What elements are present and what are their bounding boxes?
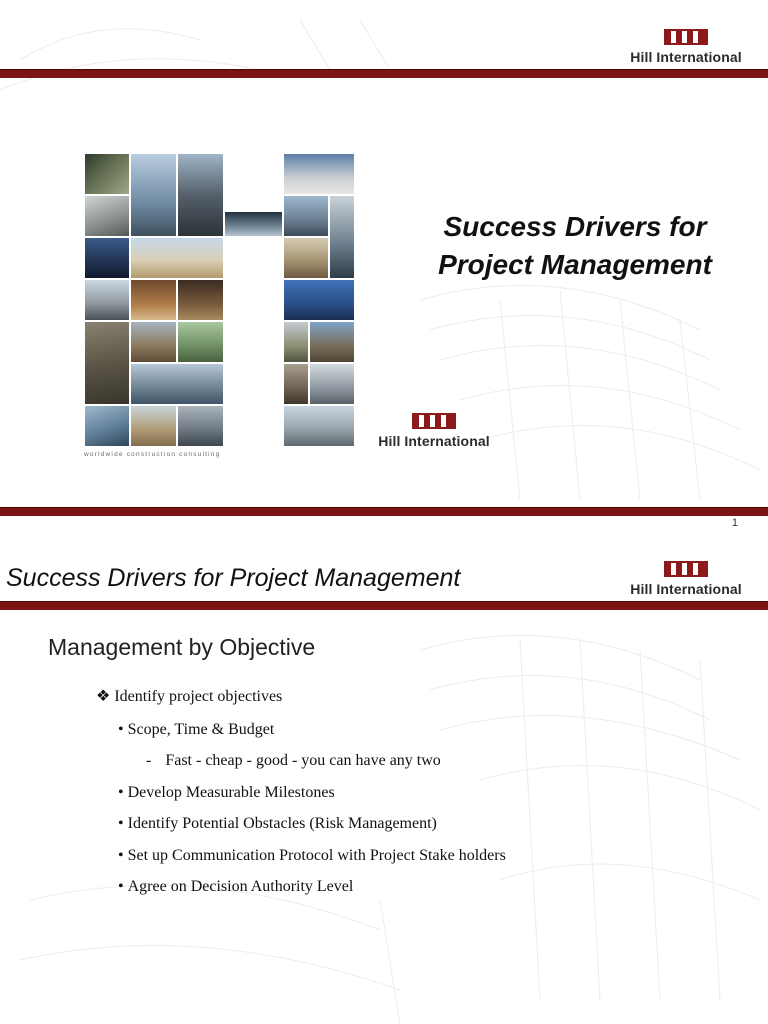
collage-photo-office-building — [85, 280, 129, 320]
footer-rule — [0, 507, 768, 516]
hill-logo-center — [364, 413, 504, 453]
hill-logo-wordmark: Hill International — [630, 49, 742, 65]
bullet-item-level-3 — [146, 752, 441, 770]
bullet-text: Set up Communication Protocol with Project Stake holders — [127, 847, 506, 864]
bullet-item-level-2 — [118, 878, 353, 896]
bullet-text: Develop Measurable Milestones — [127, 784, 335, 801]
collage-caption: worldwide construction consulting — [84, 451, 221, 458]
bullet-text: Identify Potential Obstacles (Risk Management) — [127, 815, 437, 832]
collage-photo-pipes — [85, 196, 129, 236]
collage-photo-oil-rig — [85, 238, 129, 278]
collage-photo-crossbar-tunnel — [225, 212, 282, 236]
collage-photo-statue — [284, 322, 308, 362]
collage-photo-facade — [284, 238, 328, 278]
hill-logo-wordmark: Hill International — [630, 581, 742, 597]
collage-photo-interior — [131, 280, 176, 320]
collage-photo-mosque — [131, 238, 223, 278]
collage-photo-arena — [310, 364, 354, 404]
section-heading: Management by Objective — [48, 634, 316, 660]
collage-photo-crane — [330, 196, 354, 278]
header-rule — [0, 69, 768, 78]
bullet-item-level-2 — [118, 721, 274, 739]
collage-photo-city-block — [284, 196, 328, 236]
collage-photo-palm-island — [85, 154, 129, 194]
hill-logo-top-slide-2 — [616, 561, 756, 601]
bullet-text: Fast - cheap - good - you can have any two — [165, 752, 441, 769]
slide-1-title — [400, 208, 750, 284]
collage-photo-construction-site — [131, 322, 176, 362]
dot-bullet-icon: • — [118, 784, 124, 801]
slide-2-title: Success Drivers for Project Management — [6, 564, 461, 592]
bullet-item-level-2 — [118, 815, 437, 833]
collage-photo-hillside — [310, 322, 354, 362]
bullet-text: Identify project objectives — [114, 688, 283, 705]
hill-logo-mark — [412, 413, 456, 429]
header-rule-slide-2 — [0, 601, 768, 610]
hill-logo-wordmark: Hill International — [378, 433, 490, 449]
collage-photo-tunnel — [178, 280, 223, 320]
collage-photo-twin-towers — [284, 280, 354, 320]
bullet-item-level-2 — [118, 847, 506, 865]
hill-logo-mark — [664, 561, 708, 577]
collage-photo-plant — [178, 406, 223, 446]
diamond-bullet-icon: ❖ — [96, 688, 111, 705]
dot-bullet-icon: • — [118, 847, 124, 864]
collage-photo-houses — [131, 406, 176, 446]
collage-photo-curved-building — [284, 364, 308, 404]
bullet-item-level-1 — [96, 686, 282, 706]
dot-bullet-icon: • — [118, 815, 124, 832]
page-number: 1 — [731, 517, 738, 529]
bullet-text: Scope, Time & Budget — [127, 721, 275, 738]
collage-photo-rail-yard — [85, 322, 129, 404]
dash-bullet-icon: - — [146, 752, 152, 769]
collage-photo-dubai-towers — [131, 154, 176, 236]
hill-logo-mark — [664, 29, 708, 45]
dot-bullet-icon: • — [118, 878, 124, 895]
collage-photo-skyscrapers — [178, 154, 223, 236]
dot-bullet-icon: • — [118, 721, 124, 738]
bullet-text: Agree on Decision Authority Level — [127, 878, 354, 895]
collage-photo-convention-center — [284, 406, 354, 446]
collage-photo-capitol — [284, 154, 354, 194]
collage-photo-glass-atrium — [85, 406, 129, 446]
slide-1-title-line-1: Success Drivers for — [443, 211, 707, 242]
slide-1-title-line-2: Project Management — [438, 249, 712, 280]
collage-photo-bridge — [131, 364, 223, 404]
hill-logo-top — [616, 29, 756, 69]
collage-photo-stadium — [178, 322, 223, 362]
bullet-item-level-2 — [118, 784, 335, 802]
